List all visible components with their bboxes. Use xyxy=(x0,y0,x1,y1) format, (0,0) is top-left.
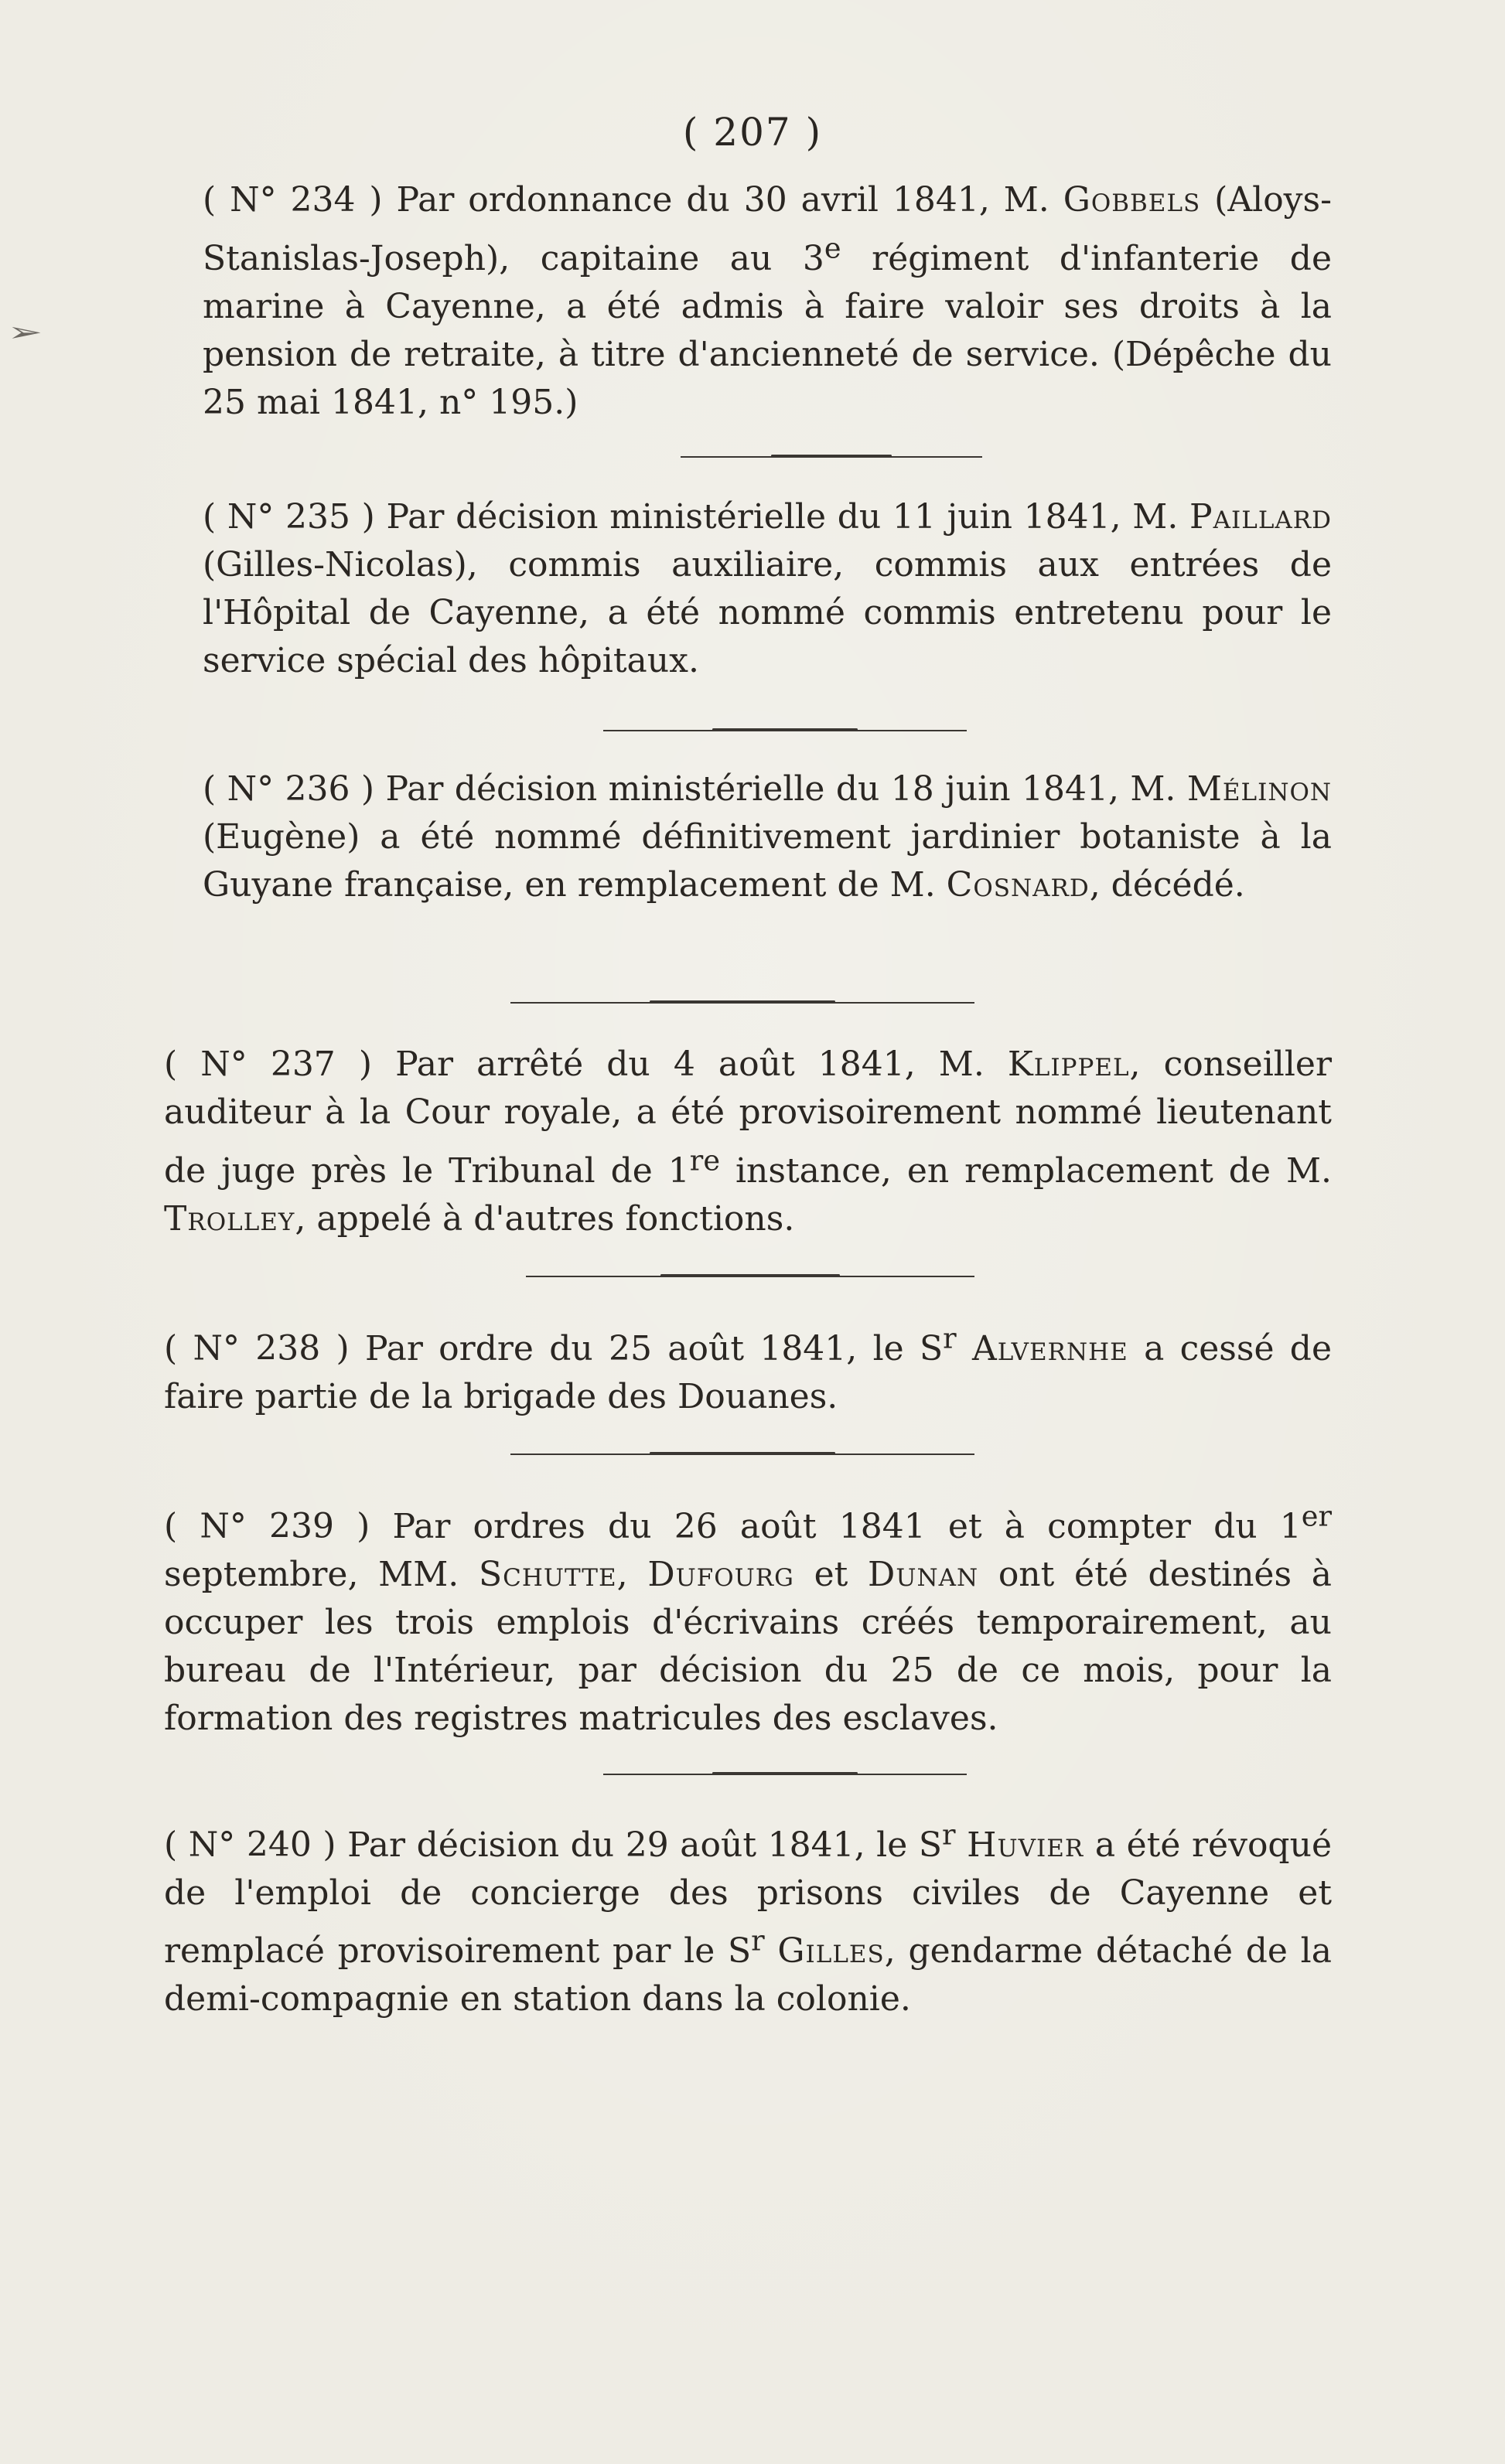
entry-text xyxy=(203,765,1332,909)
entry-number: ( N° 240 ) xyxy=(164,1825,336,1865)
entry-236 xyxy=(203,765,1332,909)
entry-239 xyxy=(164,1492,1332,1743)
entry-number: ( N° 237 ) xyxy=(164,1045,373,1084)
entry-text xyxy=(164,1041,1332,1243)
separator-rule xyxy=(603,730,967,731)
entry-body: Par ordre du 25 août 1841, le $S^r$ Alvernhe a cessé de faire partie de la brigade des Douanes. xyxy=(164,1321,1332,1416)
entry-237 xyxy=(164,1041,1332,1243)
entry-text xyxy=(203,493,1332,685)
entry-text xyxy=(164,1811,1332,2023)
entry-234 xyxy=(203,176,1332,427)
separator-rule xyxy=(526,1276,974,1277)
entry-240 xyxy=(164,1811,1332,2023)
entry-body: Par décision du 29 août 1841, le $S^r$ Huvier a été révoqué de l'emploi de concierge des prisons civiles de Cayenne et remplacé provisoirement par le $S^r$ Gilles, gendarme détaché de la demi-compagnie en station dans la colonie. xyxy=(164,1818,1332,2019)
entry-body: Par décision ministérielle du 11 juin 1841, M. Paillard (Gilles-Nicolas), commis auxiliaire, commis aux entrées de l'Hôpital de Cayenne, a été nommé commis entretenu pour le service spécial des hôpitaux. xyxy=(203,497,1332,680)
entry-238 xyxy=(164,1314,1332,1421)
entry-number: ( N° 239 ) xyxy=(164,1506,370,1546)
separator-rule xyxy=(603,1774,967,1775)
separator-rule xyxy=(510,1454,974,1455)
entry-body: Par arrêté du 4 août 1841, M. Klippel, conseiller auditeur à la Cour royale, a été provisoirement nommé lieutenant de juge près le Tribunal de 1re instance, en remplacement de M. Trolley, appelé à d'autres fonctions. xyxy=(164,1045,1332,1239)
separator-rule xyxy=(510,1002,974,1004)
margin-arrow-icon: ➢ xyxy=(7,317,43,348)
entry-number: ( N° 236 ) xyxy=(203,769,375,809)
entry-body: Par ordonnance du 30 avril 1841, M. Gobbels (Aloys-Stanislas-Joseph), capitaine au 3e régiment d'infanterie de marine à Cayenne, a été admis à faire valoir ses droits à la pension de retraite, à titre d'ancienneté de service. (Dépêche du 25 mai 1841, n° 195.) xyxy=(203,180,1332,422)
entry-body: Par ordres du 26 août 1841 et à compter du 1er septembre, MM. Schutte, Dufourg et Dunan ont été destinés à occuper les trois emplois d'écrivains créés temporairement, au bureau de l'Intérieur, par décision du 25 de ce mois, pour la formation des registres matricules des esclaves. xyxy=(164,1499,1332,1738)
entry-text xyxy=(164,1314,1332,1421)
entry-body: Par décision ministérielle du 18 juin 1841, M. Mélinon (Eugène) a été nommé définitivement jardinier botaniste à la Guyane française, en remplacement de M. Cosnard, décédé. xyxy=(203,769,1332,905)
entry-text xyxy=(203,176,1332,427)
entry-number: ( N° 238 ) xyxy=(164,1328,350,1368)
page-number: ( 207 ) xyxy=(682,110,823,155)
entry-text xyxy=(164,1492,1332,1743)
entry-235 xyxy=(203,493,1332,685)
entry-number: ( N° 234 ) xyxy=(203,180,383,220)
entry-number: ( N° 235 ) xyxy=(203,497,375,537)
separator-rule xyxy=(681,456,982,458)
